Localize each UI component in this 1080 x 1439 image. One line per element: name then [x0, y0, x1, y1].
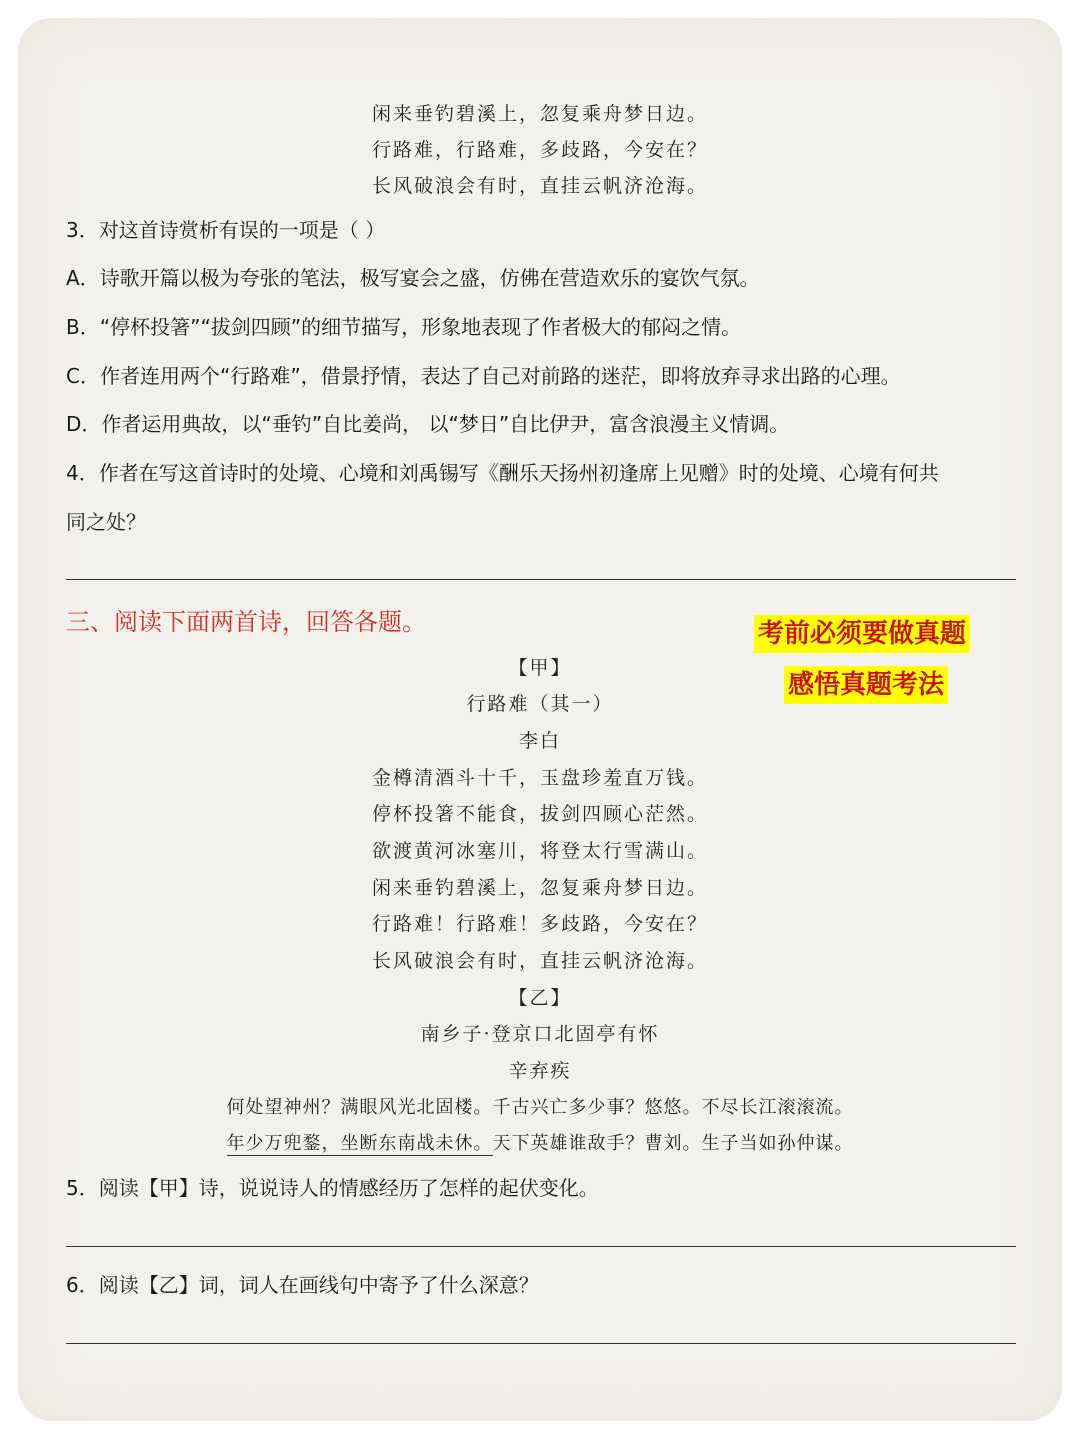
answer-line: [66, 1343, 1016, 1344]
poem-jia-line-1: 金樽清酒斗十千，玉盘珍羞直万钱。: [371, 767, 708, 789]
promo-banner-line-1: 考前必须要做真题: [754, 615, 970, 653]
poem-yi-author: 辛弃疾: [508, 1060, 572, 1082]
section-3-title: 三、阅读下面两首诗，回答各题。: [66, 608, 426, 636]
poem-yi-underlined-phrase: 年少万兜鍪，坐断东南战未休。: [226, 1133, 493, 1154]
document-sheet: [18, 18, 1062, 1421]
poem-yi-label: 【乙】: [508, 987, 572, 1009]
poem-jia-title: 行路难（其一）: [466, 693, 614, 715]
question-6: 6．阅读【乙】词，词人在画线句中寄予了什么深意？: [66, 1273, 539, 1297]
question-3-option-d: D．作者运用典故，以“垂钓”自比姜尚， 以“梦日”自比伊尹，富含浪漫主义情调。: [66, 412, 790, 436]
question-4-line-2: 同之处？: [66, 510, 146, 534]
poem-jia-author: 李白: [518, 730, 561, 752]
paper-background: [18, 18, 1062, 1421]
question-3-option-a: A．诗歌开篇以极为夸张的笔法，极写宴会之盛，仿佛在营造欢乐的宴饮气氛。: [66, 266, 760, 290]
poem-jia-line-4: 闲来垂钓碧溪上，忽复乘舟梦日边。: [371, 877, 708, 899]
question-3-option-c: C．作者连用两个“行路难”，借景抒情，表达了自己对前路的迷茫，即将放弃寻求出路的心理。: [66, 364, 901, 388]
poem-yi-line-1: 何处望神州？满眼风光北固楼。千古兴亡多少事？悠悠。不尽长江滚滚流。: [226, 1097, 854, 1118]
question-3-option-b: B．“停杯投箸”“拔剑四顾”的细节描写，形象地表现了作者极大的郁闷之情。: [66, 315, 742, 339]
promo-banner-line-2: 感悟真题考法: [784, 666, 948, 704]
poem-yi-line-2-rest: 天下英雄谁敌手？曹刘。生子当如孙仲谋。: [492, 1133, 854, 1154]
poem-jia-label: 【甲】: [508, 657, 572, 679]
question-3-stem: 3．对这首诗赏析有误的一项是（ ）: [66, 218, 386, 242]
poem-yi-line-2: [18, 1132, 1062, 1156]
top-poem-line-3: 长风破浪会有时，直挂云帆济沧海。: [371, 175, 708, 197]
question-5: 5．阅读【甲】诗，说说诗人的情感经历了怎样的起伏变化。: [66, 1176, 599, 1200]
poem-jia-line-5: 行路难！行路难！多歧路，今安在？: [371, 913, 708, 935]
poem-jia-line-6: 长风破浪会有时，直挂云帆济沧海。: [371, 950, 708, 972]
answer-line: [66, 579, 1016, 580]
top-poem-line-2: 行路难，行路难，多歧路，今安在？: [371, 139, 708, 161]
poem-jia-line-2: 停杯投箸不能食，拔剑四顾心茫然。: [371, 803, 708, 825]
poem-yi-title: 南乡子·登京口北固亭有怀: [420, 1023, 660, 1045]
question-4-line-1: 4．作者在写这首诗时的处境、心境和刘禹锡写《酬乐天扬州初逢席上见赠》时的处境、心境有何共: [66, 461, 939, 485]
poem-jia-line-3: 欲渡黄河冰塞川，将登太行雪满山。: [371, 840, 708, 862]
answer-line: [66, 1246, 1016, 1247]
top-poem-line-1: 闲来垂钓碧溪上，忽复乘舟梦日边。: [371, 103, 708, 125]
